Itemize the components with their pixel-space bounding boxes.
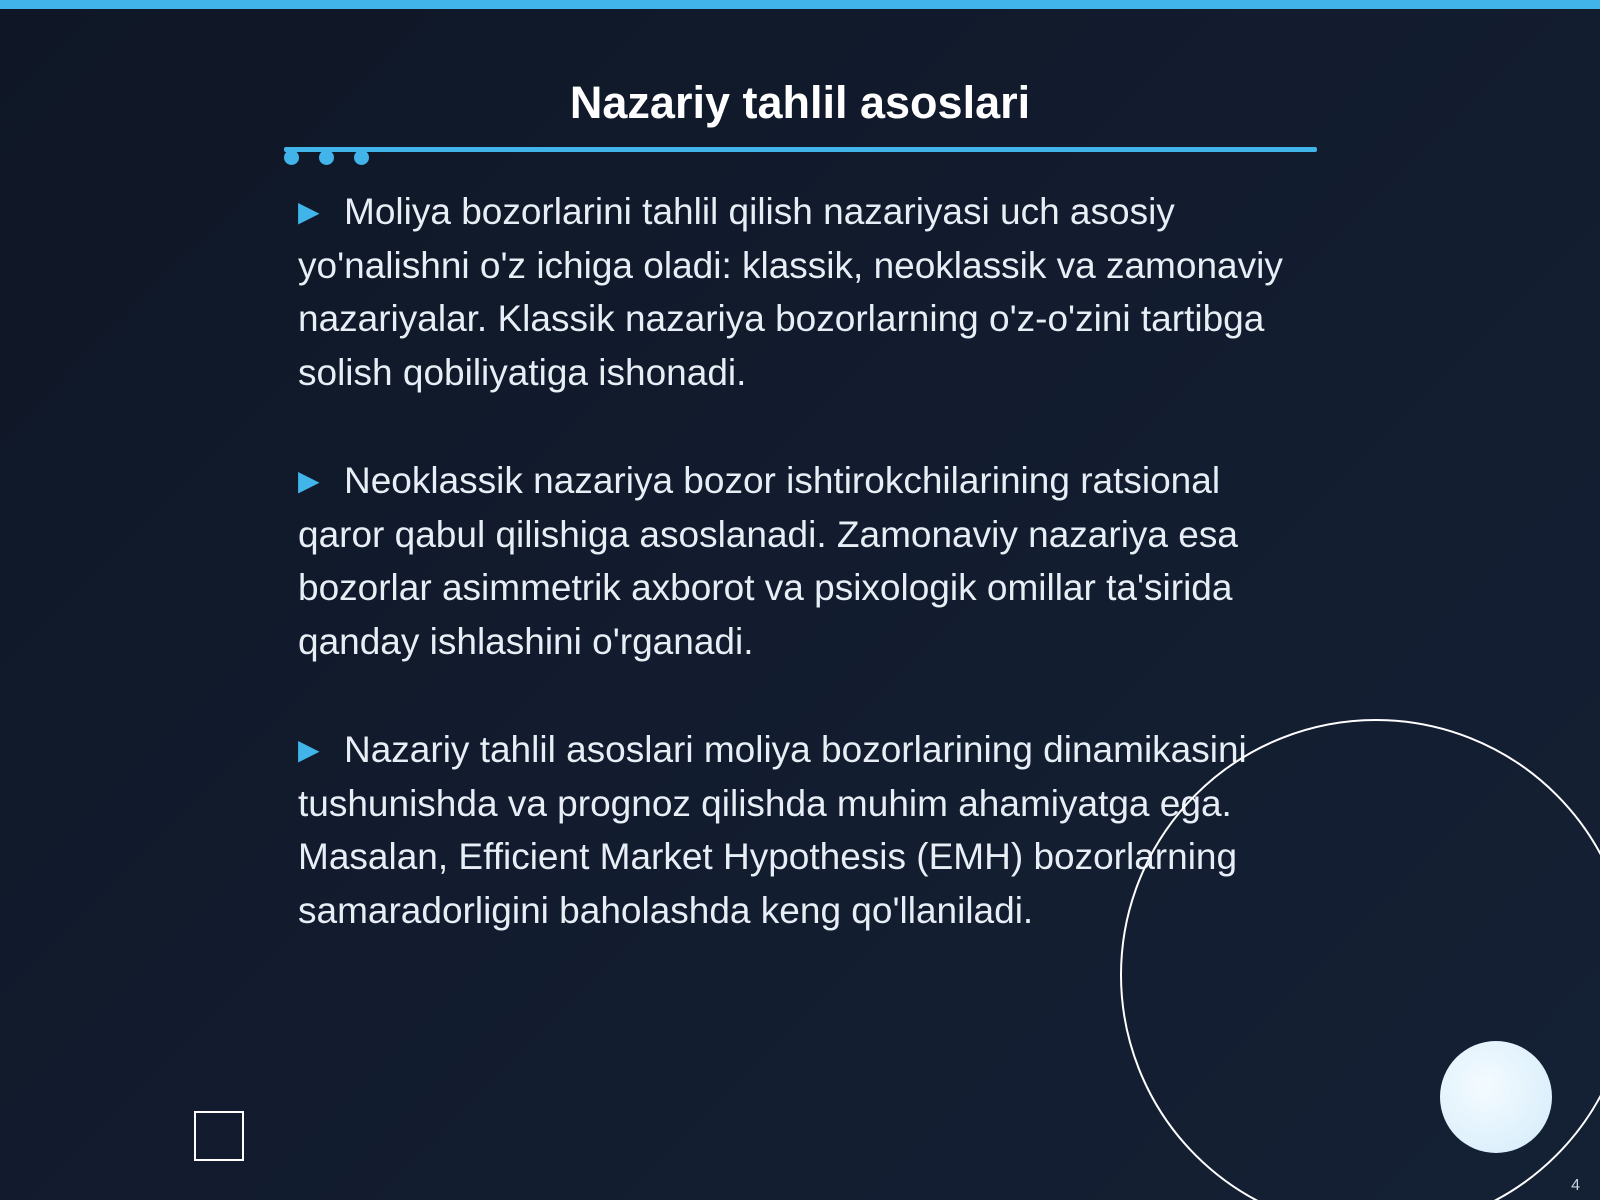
- rule-dot-2: [319, 150, 334, 165]
- rule-dot-3: [354, 150, 369, 165]
- bullet-text-3: Nazariy tahlil asoslari moliya bozorlarining dinamikasini tushunishda va prognoz qilishda muhim ahamiyatga ega. Masalan, Efficient Market Hypothesis (EMH) bozorlarning samaradorligini baholashda keng qo'llaniladi.: [298, 729, 1247, 931]
- bullet-text-2: Neoklassik nazariya bozor ishtirokchilarining ratsional qaror qabul qilishiga asoslanadi. Zamonaviy nazariya esa bozorlar asimmetrik axborot va psixologik omillar ta'sirida qanday ishlashini o'rganadi.: [298, 460, 1238, 662]
- bullet-item-1: [298, 185, 1298, 399]
- bullet-arrow-icon: ▶: [298, 465, 320, 496]
- bullet-arrow-icon: ▶: [298, 196, 320, 227]
- bullet-item-2: [298, 454, 1298, 668]
- page-number: 4: [1571, 1177, 1580, 1194]
- rule-dot-1: [284, 150, 299, 165]
- decorative-square-outline: [194, 1111, 244, 1161]
- bullet-text-1: Moliya bozorlarini tahlil qilish nazariyasi uch asosiy yo'nalishni o'z ichiga oladi: klassik, neoklassik va zamonaviy nazariyalar. Klassik nazariya bozorlarning o'z-o'zini tartibga solish qobiliyatiga ishonadi.: [298, 191, 1283, 393]
- slide-title: Nazariy tahlil asoslari: [569, 77, 1031, 128]
- decorative-circle-filled: [1440, 1041, 1552, 1153]
- top-accent-bar: [0, 0, 1600, 9]
- title-underline: [284, 147, 1317, 152]
- bullet-arrow-icon: ▶: [298, 734, 320, 765]
